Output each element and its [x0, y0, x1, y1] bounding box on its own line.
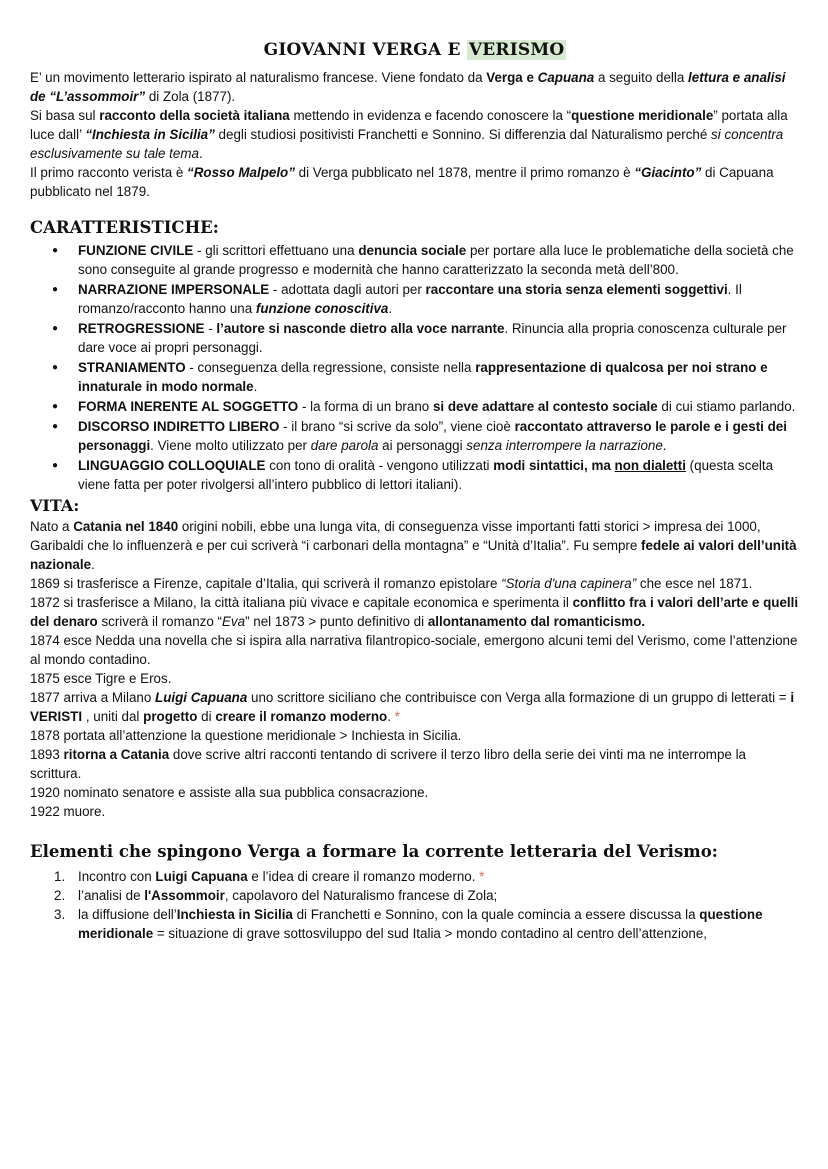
list-item — [78, 358, 800, 396]
list-item — [78, 319, 800, 357]
caratteristiche-list — [30, 241, 800, 494]
intro-paragraph-2 — [30, 106, 800, 163]
list-number: 2. — [54, 888, 66, 903]
vita-paragraph — [30, 726, 800, 745]
text-run: conflitto fra i valori dell’arte e quelli del denaro — [30, 595, 799, 629]
text-run: 1869 si trasferisce a Firenze, capitale d’Italia, qui scriverà il romanzo epistolare — [30, 576, 502, 591]
text-run: Luigi Capuana — [155, 690, 248, 705]
text-run: Inchiesta in Sicilia — [176, 907, 293, 922]
list-item — [54, 867, 800, 886]
text-run: . — [387, 709, 395, 724]
vita-paragraph — [30, 574, 800, 593]
text-run: . — [91, 557, 95, 572]
text-run: Catania nel 1840 — [73, 519, 179, 534]
text-run: Luigi Capuana — [155, 869, 248, 884]
document-title — [30, 38, 800, 62]
text-run: ” portata alla luce dall’ — [30, 108, 788, 142]
text-run: Verga e — [486, 70, 538, 85]
text-run: . Viene molto utilizzato per — [150, 438, 311, 453]
text-run: “Storia d'una capinera” — [501, 576, 637, 591]
text-run: che esce nel 1871. — [636, 576, 753, 591]
text-run: - adottata dagli autori per — [269, 282, 426, 297]
title-main: GIOVANNI VERGA E — [263, 40, 467, 60]
text-run: “Inchiesta in Sicilia” — [85, 127, 215, 142]
text-run: - — [204, 321, 217, 336]
text-run: . — [253, 379, 258, 394]
vita-paragraph — [30, 802, 800, 821]
text-run: la diffusione dell’ — [78, 907, 177, 922]
text-run: per portare alla luce le problematiche della società che sono conseguite al grande progresso e modernità che hanno caratterizzato la seconda metà dell’800. — [78, 243, 794, 277]
text-run: . — [198, 146, 203, 161]
footnote-asterisk: * — [394, 709, 400, 724]
text-run: 1893 — [30, 747, 64, 762]
text-run: mettendo in evidenza e facendo conoscere la “ — [289, 108, 572, 123]
text-run: Capuana — [537, 70, 595, 85]
text-run: , capolavoro del Naturalismo francese di Zola; — [224, 888, 498, 903]
text-run: senza interrompere la narrazione — [466, 438, 663, 453]
text-run: funzione conoscitiva — [255, 301, 389, 316]
text-run: NARRAZIONE IMPERSONALE — [78, 282, 270, 297]
text-run: LINGUAGGIO COLLOQUIALE — [78, 458, 266, 473]
vita-paragraph — [30, 517, 800, 574]
title-highlight: VERISMO — [468, 40, 565, 60]
text-run: lettura e analisi de “L’assommoir” — [30, 70, 786, 104]
vita-paragraph — [30, 688, 800, 726]
vita-paragraph — [30, 745, 800, 783]
text-run: E’ un movimento letterario ispirato al naturalismo francese. Viene fondato da — [30, 70, 487, 85]
text-run: l’analisi de — [78, 888, 145, 903]
text-run: con tono di oralità - vengono utilizzati — [265, 458, 494, 473]
text-run: RETROGRESSIONE — [78, 321, 205, 336]
list-item — [78, 241, 800, 279]
elementi-heading: Elementi che spingono Verga a formare la corrente letteraria del Verismo: — [30, 842, 718, 861]
text-run: di Verga pubblicato nel 1878, mentre il primo romanzo è — [294, 165, 635, 180]
text-run: questione meridionale — [78, 907, 763, 941]
text-run: di Zola (1877). — [145, 89, 236, 104]
text-run: raccontare una storia senza elementi soggettivi — [425, 282, 728, 297]
list-item — [54, 886, 800, 905]
intro-paragraph-1 — [30, 68, 800, 106]
text-run: l'Assommoir — [144, 888, 225, 903]
text-run: si deve adattare al contesto sociale — [432, 399, 658, 414]
list-item — [78, 280, 800, 318]
text-run: - conseguenza della regressione, consiste nella — [185, 360, 476, 375]
text-run: - gli scrittori effettuano una — [193, 243, 359, 258]
text-run: Incontro con — [78, 869, 156, 884]
text-run: Il primo racconto verista è — [30, 165, 188, 180]
text-run: modi sintattici, ma — [493, 458, 615, 473]
text-run: 1920 nominato senatore e assiste alla sua pubblica consacrazione. — [30, 785, 429, 800]
text-run: . — [662, 438, 667, 453]
text-run: questione meridionale — [571, 108, 714, 123]
document-page — [30, 38, 800, 943]
text-run: progetto — [143, 709, 198, 724]
text-run: FUNZIONE CIVILE — [78, 243, 194, 258]
text-run: = situazione di grave sottosviluppo del sud Italia > mondo contadino al centro dell’attenzione, — [153, 926, 708, 941]
list-item — [54, 905, 800, 943]
list-number: 1. — [54, 869, 66, 884]
text-run: l’autore si nasconde dietro alla voce narrante — [216, 321, 505, 336]
text-run: - il brano “si scrive da solo”, viene cioè — [279, 419, 515, 434]
text-run: dare parola — [310, 438, 379, 453]
list-text — [78, 869, 484, 884]
text-run: di Capuana pubblicato nel 1879. — [30, 165, 774, 199]
text-run: 1877 arriva a Milano — [30, 690, 156, 705]
text-run: degli studiosi positivisti Franchetti e Sonnino. Si differenzia dal Naturalismo perché — [214, 127, 712, 142]
vita-heading: VITA: — [30, 496, 80, 515]
text-run: dove scrive altri racconti tentando di scrivere il terzo libro della serie dei vinti ma ne interrompe la scrittura. — [30, 747, 746, 781]
list-number: 3. — [54, 907, 66, 922]
text-run: i VERISTI — [30, 690, 795, 724]
text-run: fedele ai valori dell’unità nazionale — [30, 538, 797, 572]
text-run: non dialetti — [614, 458, 686, 473]
text-run: di cui stiamo parlando. — [657, 399, 796, 414]
text-run: di Franchetti e Sonnino, con la quale comincia a essere discussa la — [292, 907, 700, 922]
text-run: Eva — [221, 614, 246, 629]
text-run: DISCORSO INDIRETTO LIBERO — [78, 419, 280, 434]
text-run: STRANIAMENTO — [78, 360, 186, 375]
text-run: scriverà il romanzo “ — [97, 614, 222, 629]
text-run: uno scrittore siciliano che contribuisce con Verga alla formazione di un gruppo di letterati = — [247, 690, 791, 705]
text-run: , uniti dal — [82, 709, 144, 724]
text-run: 1922 muore. — [30, 804, 106, 819]
list-item — [78, 456, 800, 494]
text-run: Si basa sul — [30, 108, 100, 123]
text-run: - la forma di un brano — [298, 399, 433, 414]
vita-paragraph — [30, 669, 800, 688]
text-run: 1878 portata all’attenzione la questione meridionale > Inchiesta in Sicilia. — [30, 728, 462, 743]
text-run: “Rosso Malpelo” — [187, 165, 295, 180]
text-run: FORMA INERENTE AL SOGGETTO — [78, 399, 299, 414]
caratteristiche-heading: CARATTERISTICHE: — [30, 218, 219, 237]
vita-paragraph — [30, 631, 800, 669]
text-run: si concentra esclusivamente su tale tema — [30, 127, 784, 161]
text-run: 1872 si trasferisce a Milano, la città italiana più vivace e capitale economica e sperimenta il — [30, 595, 573, 610]
text-run: allontanamento dal romanticismo. — [427, 614, 646, 629]
text-run: Nato a — [30, 519, 74, 534]
text-run: racconto della società italiana — [99, 108, 290, 123]
text-run: 1875 esce Tigre e Eros. — [30, 671, 172, 686]
text-run: e l’idea di creare il romanzo moderno. — [247, 869, 480, 884]
text-run: rappresentazione di qualcosa per noi strano e innaturale in modo normale — [78, 360, 768, 394]
text-run: ” nel 1873 > punto definitivo di — [245, 614, 428, 629]
text-run: “Giacinto” — [634, 165, 702, 180]
text-run: a seguito della — [594, 70, 689, 85]
list-text — [78, 888, 497, 903]
text-run: (questa scelta viene fatta per poter rivolgersi all’intero pubblico di lettori italiani). — [78, 458, 774, 492]
text-run: 1874 esce Nedda una novella che si ispira alla narrativa filantropico-sociale, emergono alcuni temi del Verismo, come l’attenzione al mondo contadino. — [30, 633, 798, 667]
text-run: denuncia sociale — [358, 243, 467, 258]
elementi-list — [30, 867, 800, 943]
text-run: origini nobili, ebbe una lunga vita, di conseguenza visse importanti fatti storici > impresa dei 1000, Garibaldi che lo influenzerà e per cui scriverà “i carbonari della montagna” e “Unità d’Italia”. Fu sempre — [30, 519, 761, 553]
text-run: ai personaggi — [378, 438, 467, 453]
intro-paragraph-3 — [30, 163, 800, 201]
vita-paragraph — [30, 783, 800, 802]
list-text — [78, 907, 763, 941]
text-run: raccontato attraverso le parole e i gesti dei personaggi — [78, 419, 787, 453]
text-run: . Il romanzo/racconto hanno una — [78, 282, 742, 316]
list-item — [78, 397, 800, 416]
footnote-asterisk: * — [479, 869, 485, 884]
text-run: . Rinuncia alla propria conoscenza culturale per dare voce ai propri personaggi. — [78, 321, 787, 355]
text-run: . — [388, 301, 393, 316]
text-run: creare il romanzo moderno — [215, 709, 388, 724]
text-run: di — [197, 709, 216, 724]
vita-paragraph — [30, 593, 800, 631]
list-item — [78, 417, 800, 455]
text-run: ritorna a Catania — [63, 747, 170, 762]
